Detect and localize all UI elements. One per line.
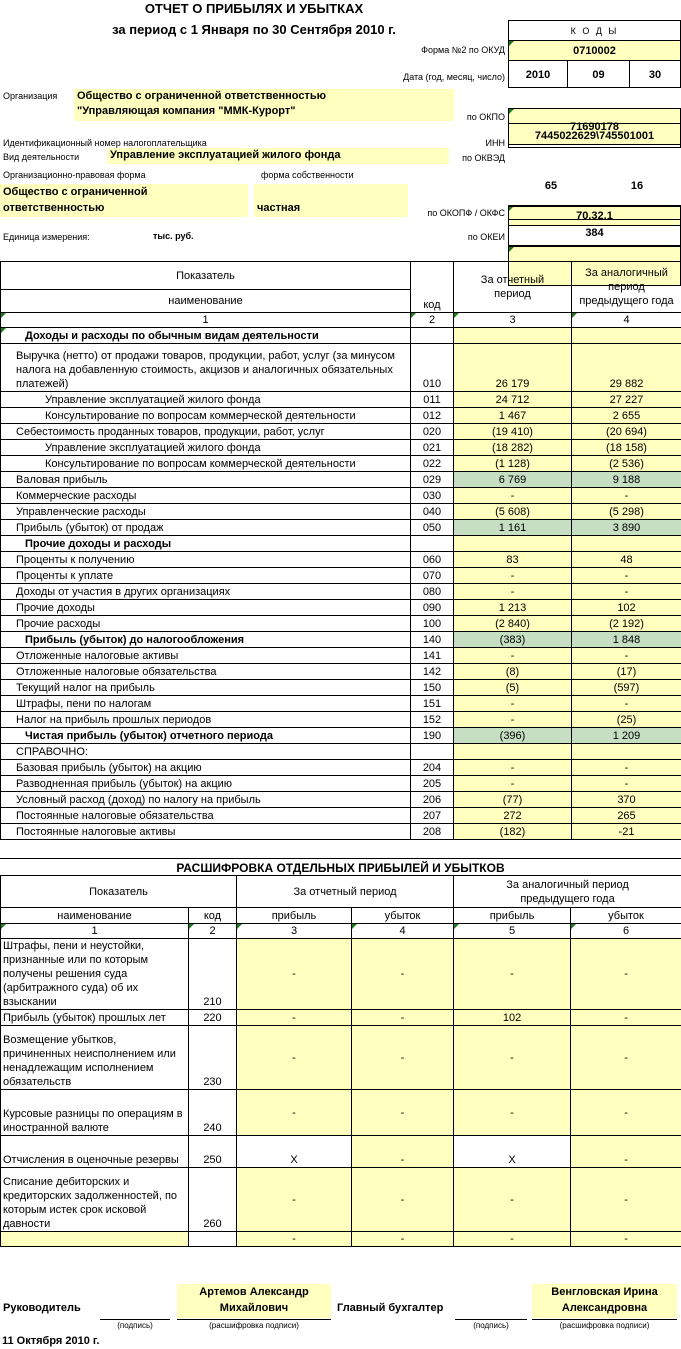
t2-colnum: 2	[189, 924, 237, 939]
row-current-value	[454, 744, 572, 760]
t2-head-row2	[1, 908, 681, 924]
table-row	[1, 696, 681, 712]
row-current-loss: -	[352, 1136, 454, 1168]
t1-head-previous: За аналогичный период предыдущего года	[572, 262, 681, 313]
row-previous-value: (5 298)	[572, 504, 681, 520]
head-name-line1: Артемов Александр	[199, 1286, 309, 1298]
table-row	[1, 792, 681, 808]
row-name: Постоянные налоговые обязательства	[1, 808, 411, 824]
row-previous-value	[572, 536, 681, 552]
t2-colnum: 5	[454, 924, 571, 939]
row-code: 050	[411, 520, 454, 536]
row-current-value: 83	[454, 552, 572, 568]
row-name: Возмещение убытков, причиненных неисполнением или ненадлежащим исполнением обязательств	[1, 1026, 189, 1090]
t1-head-indicator: Показатель	[1, 262, 411, 290]
row-code: 010	[411, 344, 454, 392]
row-current-value	[454, 328, 572, 344]
row-code: 240	[189, 1090, 237, 1136]
report-date: 11 Октября 2010 г.	[2, 1335, 100, 1347]
row-code: 070	[411, 568, 454, 584]
row-previous-profit: -	[454, 939, 571, 1010]
t1-colnum-row	[1, 313, 681, 328]
row-name: Отложенные налоговые обязательства	[1, 664, 411, 680]
inn-label: ИНН	[485, 138, 505, 148]
head-label: Руководитель	[3, 1302, 81, 1314]
okopf-label: по ОКОПФ / ОКФС	[427, 208, 505, 218]
row-name: Валовая прибыль	[1, 472, 411, 488]
row-current-loss: -	[352, 1010, 454, 1026]
row-name: Отложенные налоговые активы	[1, 648, 411, 664]
t2-head-previous: За аналогичный период предыдущего года	[454, 876, 681, 908]
okved-label: по ОКВЭД	[462, 153, 505, 163]
row-current-value: -	[454, 776, 572, 792]
row-previous-profit: -	[454, 1168, 571, 1232]
row-name: Базовая прибыль (убыток) на акцию	[1, 760, 411, 776]
row-current-value: 26 179	[454, 344, 572, 392]
table-row	[1, 520, 681, 536]
row-current-value: 1 161	[454, 520, 572, 536]
activity: Управление эксплуатацией жилого фонда	[107, 148, 449, 164]
row-previous-value: -	[572, 696, 681, 712]
ownership-label: форма собственности	[261, 170, 354, 180]
row-name: Постоянные налоговые активы	[1, 824, 411, 840]
row-current-loss: -	[352, 1090, 454, 1136]
row-name: Управление эксплуатацией жилого фонда	[1, 392, 411, 408]
legal-form-label: Организационно-правовая форма	[3, 170, 146, 180]
t1-colnum: 2	[411, 313, 454, 328]
row-code: 030	[411, 488, 454, 504]
table-row	[1, 584, 681, 600]
table-row	[1, 648, 681, 664]
t1-head-code: код	[411, 262, 454, 313]
okud-label: Форма №2 по ОКУД	[421, 45, 505, 55]
row-previous-profit: X	[454, 1136, 571, 1168]
table-row	[1, 344, 681, 392]
t1-colnum: 1	[1, 313, 411, 328]
table-row	[1, 1232, 681, 1247]
table-row	[1, 776, 681, 792]
row-current-value: -	[454, 696, 572, 712]
row-previous-value: 2 655	[572, 408, 681, 424]
row-current-profit: -	[237, 1026, 352, 1090]
row-name: Штрафы, пени по налогам	[1, 696, 411, 712]
row-code: 060	[411, 552, 454, 568]
t2-head-current: За отчетный период	[237, 876, 454, 908]
date-year: 2010	[508, 60, 568, 88]
row-previous-loss: -	[571, 1090, 681, 1136]
table-row	[1, 1026, 681, 1090]
row-name: Проценты к получению	[1, 552, 411, 568]
row-previous-value: (25)	[572, 712, 681, 728]
table-row	[1, 939, 681, 1010]
org-name	[74, 89, 454, 121]
row-previous-value: (2 192)	[572, 616, 681, 632]
legal-form-line2: ответственностью	[3, 202, 105, 214]
inn-code: 7445022629\745501001	[508, 123, 681, 148]
acc-name-line2: Александровна	[561, 1302, 648, 1314]
row-name: Доходы и расходы по обычным видам деятельности	[1, 328, 411, 344]
acc-sign-line	[455, 1319, 527, 1320]
row-name: Себестоимость проданных товаров, продукции, работ, услуг	[1, 424, 411, 440]
breakdown-table	[0, 875, 681, 1247]
row-previous-value: -	[572, 776, 681, 792]
row-name: Чистая прибыль (убыток) отчетного периода	[1, 728, 411, 744]
row-current-profit: -	[237, 939, 352, 1010]
row-current-value: 272	[454, 808, 572, 824]
t2-head-loss: убыток	[571, 908, 681, 924]
row-previous-loss: -	[571, 1026, 681, 1090]
row-previous-value: (597)	[572, 680, 681, 696]
table-row	[1, 536, 681, 552]
row-current-value: -	[454, 568, 572, 584]
row-name: Консультирование по вопросам коммерческой деятельности	[1, 456, 411, 472]
table-row	[1, 600, 681, 616]
row-previous-value: -	[572, 488, 681, 504]
row-code: 012	[411, 408, 454, 424]
row-code: 100	[411, 616, 454, 632]
t1-head-name: наименование	[1, 290, 411, 313]
table-row	[1, 808, 681, 824]
table-row	[1, 504, 681, 520]
row-previous-value: -21	[572, 824, 681, 840]
table-row	[1, 1136, 681, 1168]
activity-label: Вид деятельности	[3, 152, 80, 162]
acc-decode-caption: (расшифровка подписи)	[559, 1321, 650, 1330]
table-row	[1, 1010, 681, 1026]
t2-colnum: 1	[1, 924, 189, 939]
row-previous-profit: -	[454, 1232, 571, 1247]
t2-colnum: 4	[352, 924, 454, 939]
row-code: 260	[189, 1168, 237, 1232]
row-name: Прочие доходы и расходы	[1, 536, 411, 552]
row-code: 090	[411, 600, 454, 616]
table-row	[1, 680, 681, 696]
row-name: СПРАВОЧНО:	[1, 744, 411, 760]
row-code: 142	[411, 664, 454, 680]
t2-head-name: наименование	[1, 908, 189, 924]
row-name: Консультирование по вопросам коммерческой деятельности	[1, 408, 411, 424]
okei-code: 384	[508, 219, 681, 246]
okopf-blank	[508, 206, 681, 220]
row-previous-value: (17)	[572, 664, 681, 680]
t2-head-indicator: Показатель	[1, 876, 237, 908]
income-statement-table	[0, 261, 681, 840]
row-name: Проценты к уплате	[1, 568, 411, 584]
row-current-profit: -	[237, 1168, 352, 1232]
row-previous-value: 29 882	[572, 344, 681, 392]
row-previous-value: 9 188	[572, 472, 681, 488]
table-row	[1, 744, 681, 760]
row-code: 022	[411, 456, 454, 472]
row-code: 040	[411, 504, 454, 520]
row-name: Налог на прибыль прошлых периодов	[1, 712, 411, 728]
codes-header: К О Д Ы	[508, 20, 681, 41]
row-code: 152	[411, 712, 454, 728]
acc-name-line1: Венгловская Ирина	[551, 1286, 658, 1298]
date-day: 30	[629, 60, 681, 88]
table-row	[1, 712, 681, 728]
row-name: Отчисления в оценочные резервы	[1, 1136, 189, 1168]
row-code	[411, 328, 454, 344]
t1-head-row1	[1, 262, 681, 290]
table-row	[1, 824, 681, 840]
t2-head-row1	[1, 876, 681, 908]
row-current-value: (8)	[454, 664, 572, 680]
okei-label: по ОКЕИ	[467, 232, 505, 242]
row-code: 230	[189, 1026, 237, 1090]
row-previous-value: -	[572, 760, 681, 776]
row-current-value: (2 840)	[454, 616, 572, 632]
row-name: Прочие расходы	[1, 616, 411, 632]
row-code: 208	[411, 824, 454, 840]
row-current-value: -	[454, 584, 572, 600]
unit-label: Единица измерения:	[3, 232, 90, 242]
row-current-value: (182)	[454, 824, 572, 840]
inn-title: Идентификационный номер налогоплательщика	[3, 138, 207, 148]
table-row	[1, 408, 681, 424]
row-previous-value: 1 209	[572, 728, 681, 744]
table-row	[1, 392, 681, 408]
table-row	[1, 328, 681, 344]
row-current-value: (1 128)	[454, 456, 572, 472]
row-code: 150	[411, 680, 454, 696]
t1-head-current: За отчетный период	[454, 262, 572, 313]
row-current-value: (77)	[454, 792, 572, 808]
row-name: Прибыль (убыток) прошлых лет	[1, 1010, 189, 1026]
row-previous-value: (20 694)	[572, 424, 681, 440]
row-previous-profit: -	[454, 1026, 571, 1090]
row-current-value: 1 467	[454, 408, 572, 424]
row-name: Разводненная прибыль (убыток) на акцию	[1, 776, 411, 792]
table-row	[1, 552, 681, 568]
row-previous-value: -	[572, 568, 681, 584]
table-row	[1, 456, 681, 472]
table-row	[1, 1090, 681, 1136]
ownership: частная	[254, 184, 408, 217]
row-previous-value: 27 227	[572, 392, 681, 408]
t2-head-loss: убыток	[352, 908, 454, 924]
row-previous-value: 370	[572, 792, 681, 808]
okopf-code: 65	[544, 180, 558, 192]
report-title: ОТЧЕТ О ПРИБЫЛЯХ И УБЫТКАХ	[144, 1, 364, 16]
table-row	[1, 728, 681, 744]
row-previous-value: 265	[572, 808, 681, 824]
okud-code: 0710002	[508, 40, 681, 61]
row-current-value: -	[454, 760, 572, 776]
table-row	[1, 440, 681, 456]
row-code: 190	[411, 728, 454, 744]
row-current-value: -	[454, 488, 572, 504]
row-current-value: -	[454, 648, 572, 664]
row-current-profit: X	[237, 1136, 352, 1168]
row-name: Коммерческие расходы	[1, 488, 411, 504]
table-row	[1, 472, 681, 488]
head-signature-name	[177, 1284, 331, 1318]
row-current-value: (383)	[454, 632, 572, 648]
row-name	[1, 1232, 189, 1247]
head-decode-caption: (расшифровка подписи)	[209, 1321, 299, 1330]
t2-colnum-row	[1, 924, 681, 939]
row-name: Прибыль (убыток) от продаж	[1, 520, 411, 536]
row-code	[411, 536, 454, 552]
row-current-value	[454, 536, 572, 552]
t1-colnum: 4	[572, 313, 681, 328]
table-row	[1, 488, 681, 504]
table-row	[1, 568, 681, 584]
row-name: Управление эксплуатацией жилого фонда	[1, 440, 411, 456]
row-current-value: 1 213	[454, 600, 572, 616]
row-previous-value: -	[572, 584, 681, 600]
row-name: Курсовые разницы по операциям в иностранной валюте	[1, 1090, 189, 1136]
table-row	[1, 760, 681, 776]
okpo-code: 71690178	[508, 108, 681, 145]
row-current-loss: -	[352, 939, 454, 1010]
t2-head-profit: прибыль	[237, 908, 352, 924]
row-code: 140	[411, 632, 454, 648]
row-code: 204	[411, 760, 454, 776]
row-previous-value	[572, 328, 681, 344]
okpo-label: по ОКПО	[466, 112, 505, 122]
row-previous-value	[572, 744, 681, 760]
row-current-loss: -	[352, 1026, 454, 1090]
row-code: 205	[411, 776, 454, 792]
row-name: Прибыль (убыток) до налогообложения	[1, 632, 411, 648]
row-code: 220	[189, 1010, 237, 1026]
t1-colnum: 3	[454, 313, 572, 328]
row-previous-loss: -	[571, 1136, 681, 1168]
row-current-value: (5 608)	[454, 504, 572, 520]
table-row	[1, 632, 681, 648]
date-month: 09	[567, 60, 630, 88]
row-previous-profit: 102	[454, 1010, 571, 1026]
row-current-value: 24 712	[454, 392, 572, 408]
row-name: Условный расход (доход) по налогу на прибыль	[1, 792, 411, 808]
okfs-code: 16	[630, 180, 644, 192]
row-code: 206	[411, 792, 454, 808]
acc-sign-caption: (подпись)	[473, 1321, 509, 1330]
row-current-value: -	[454, 712, 572, 728]
row-name: Управленческие расходы	[1, 504, 411, 520]
row-name: Доходы от участия в других организациях	[1, 584, 411, 600]
row-code	[411, 744, 454, 760]
t2-head-profit: прибыль	[454, 908, 571, 924]
row-name: Прочие доходы	[1, 600, 411, 616]
table-row	[1, 424, 681, 440]
row-current-value: (18 282)	[454, 440, 572, 456]
row-previous-profit: -	[454, 1090, 571, 1136]
row-name: Штрафы, пени и неустойки, признанные или по которым получены решения суда (арбитражного суда) об их взыскании	[1, 939, 189, 1010]
row-previous-value: 102	[572, 600, 681, 616]
acc-decode-line	[532, 1319, 677, 1320]
row-previous-value: (2 536)	[572, 456, 681, 472]
okved-code: 70.32.1	[508, 205, 681, 226]
row-previous-value: (18 158)	[572, 440, 681, 456]
row-code: 207	[411, 808, 454, 824]
row-current-profit: -	[237, 1010, 352, 1026]
row-previous-loss: -	[571, 939, 681, 1010]
row-current-profit: -	[237, 1232, 352, 1247]
row-current-value: (19 410)	[454, 424, 572, 440]
report-period: за период с 1 Января по 30 Сентября 2010 г.	[112, 22, 396, 37]
org-label: Организация	[3, 91, 58, 101]
t2-colnum: 6	[571, 924, 681, 939]
row-previous-value: 48	[572, 552, 681, 568]
row-code	[189, 1232, 237, 1247]
org-name-line2: "Управляющая компания "ММК-Курорт"	[77, 105, 296, 117]
row-previous-loss: -	[571, 1168, 681, 1232]
row-code: 021	[411, 440, 454, 456]
row-previous-value: 3 890	[572, 520, 681, 536]
head-sign-line	[100, 1319, 170, 1320]
head-sign-caption: (подпись)	[117, 1321, 153, 1330]
row-code: 080	[411, 584, 454, 600]
breakdown-title: РАСШИФРОВКА ОТДЕЛЬНЫХ ПРИБЫЛЕЙ И УБЫТКОВ	[0, 858, 681, 876]
row-previous-value: -	[572, 648, 681, 664]
t2-head-code: код	[189, 908, 237, 924]
row-code: 141	[411, 648, 454, 664]
table-row	[1, 1168, 681, 1232]
row-code: 210	[189, 939, 237, 1010]
table-row	[1, 664, 681, 680]
row-current-value: (5)	[454, 680, 572, 696]
legal-form-line1: Общество с ограниченной	[3, 186, 148, 198]
head-decode-line	[177, 1319, 331, 1320]
org-name-line1: Общество с ограниченной ответственностью	[77, 90, 326, 102]
row-name: Выручка (нетто) от продажи товаров, продукции, работ, услуг (за минусом налога на добавленную стоимость, акцизов и аналогичных обязательных платежей)	[1, 344, 411, 392]
row-current-profit: -	[237, 1090, 352, 1136]
table-row	[1, 616, 681, 632]
row-code: 250	[189, 1136, 237, 1168]
legal-form	[0, 184, 248, 217]
row-code: 029	[411, 472, 454, 488]
row-previous-value: 1 848	[572, 632, 681, 648]
row-current-value: (396)	[454, 728, 572, 744]
row-current-loss: -	[352, 1168, 454, 1232]
row-code: 011	[411, 392, 454, 408]
t2-colnum: 3	[237, 924, 352, 939]
row-code: 020	[411, 424, 454, 440]
row-code: 151	[411, 696, 454, 712]
date-label: Дата (год, месяц, число)	[403, 72, 505, 82]
accountant-signature-name	[532, 1284, 677, 1318]
accountant-label: Главный бухгалтер	[337, 1302, 444, 1314]
row-name: Текущий налог на прибыль	[1, 680, 411, 696]
head-name-line2: Михайлович	[219, 1302, 289, 1314]
unit: тыс. руб.	[153, 231, 194, 241]
row-previous-loss: -	[571, 1232, 681, 1247]
row-previous-loss: -	[571, 1010, 681, 1026]
row-name: Списание дебиторских и кредиторских задолженностей, по которым истек срок исковой давности	[1, 1168, 189, 1232]
row-current-loss: -	[352, 1232, 454, 1247]
row-current-value: 6 769	[454, 472, 572, 488]
